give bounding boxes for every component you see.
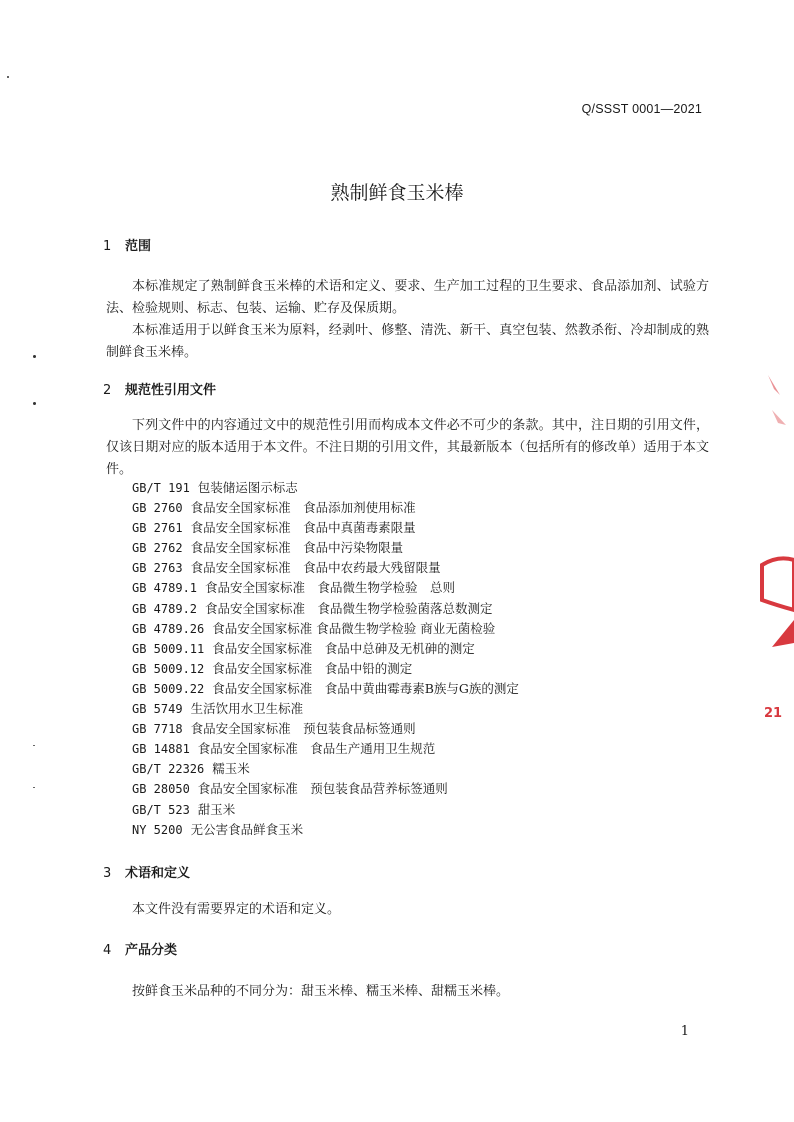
reference-list bbox=[132, 478, 519, 840]
reference-name: 食品安全国家标准 食品微生物学检验 商业无菌检验 bbox=[212, 620, 496, 636]
section-number: 1 bbox=[103, 239, 112, 254]
reference-name: 甜玉米 bbox=[197, 801, 236, 817]
reference-code: GB 4789.26 bbox=[132, 621, 205, 636]
scope-paragraph-1: 本标准规定了熟制鲜食玉米棒的术语和定义、要求、生产加工过程的卫生要求、食品添加剂、试验方法、检验规则、标志、包装、运输、贮存及保质期。 bbox=[106, 279, 709, 316]
reference-name: 食品安全国家标准 食品中总砷及无机砷的测定 bbox=[212, 640, 475, 656]
scan-speck bbox=[33, 355, 36, 358]
page-number: 1 bbox=[680, 1024, 689, 1039]
reference-code: GB/T 191 bbox=[132, 481, 190, 495]
reference-code: GB 7718 bbox=[132, 722, 183, 737]
reference-name: 食品安全国家标准 食品生产通用卫生规范 bbox=[197, 741, 436, 757]
section-number: 4 bbox=[103, 943, 112, 958]
reference-item bbox=[132, 599, 519, 619]
reference-item bbox=[132, 679, 519, 699]
standard-code: Q/SSST 0001—2021 bbox=[581, 102, 702, 116]
reference-name: 无公害食品鲜食玉米 bbox=[190, 821, 304, 837]
reference-item bbox=[132, 619, 519, 639]
scope-paragraph-2: 本标准适用于以鲜食玉米为原料，经剥叶、修整、清洗、新干、真空包装、然教杀衔、冷却制成的熟制鲜食玉米棒。 bbox=[106, 323, 709, 360]
reference-code: GB/T 523 bbox=[132, 802, 190, 817]
terms-paragraph: 本文件没有需要界定的术语和定义。 bbox=[132, 902, 341, 917]
section-title: 术语和定义 bbox=[125, 866, 191, 881]
reference-code: GB 5009.12 bbox=[132, 661, 205, 676]
reference-item bbox=[132, 478, 519, 498]
section-number: 3 bbox=[103, 866, 112, 881]
scan-speck bbox=[7, 76, 9, 78]
reference-item bbox=[132, 779, 519, 799]
stamp-mark bbox=[768, 375, 780, 395]
stamp-star bbox=[772, 620, 794, 647]
reference-code: GB 5749 bbox=[132, 702, 183, 717]
section-4-heading bbox=[103, 939, 177, 958]
reference-code: GB 28050 bbox=[132, 782, 190, 797]
section-2-heading bbox=[103, 379, 216, 398]
reference-code: GB 4789.1 bbox=[132, 581, 198, 596]
normative-intro: 下列文件中的内容通过文中的规范性引用而构成本文件必不可少的条款。其中，注日期的引用文件，仅该日期对应的版本适用于本文件。不注日期的引用文件，其最新版本（包括所有的修改单）适用于本文件。 bbox=[106, 418, 709, 477]
reference-item bbox=[132, 659, 519, 679]
document-title: 熟制鲜食玉米棒 bbox=[330, 182, 464, 204]
reference-code: GB 14881 bbox=[132, 742, 190, 757]
stamp-text: 21 bbox=[764, 706, 783, 721]
reference-item bbox=[132, 719, 519, 739]
reference-item bbox=[132, 739, 519, 759]
reference-name: 食品安全国家标准 食品中黄曲霉毒素B族与G族的测定 bbox=[212, 680, 519, 696]
reference-name: 食品安全国家标准 食品添加剂使用标准 bbox=[190, 500, 416, 516]
reference-name: 食品安全国家标准 食品微生物学检验 总则 bbox=[205, 580, 456, 596]
reference-name: 食品安全国家标准 预包装食品标签通则 bbox=[190, 721, 416, 737]
section-title: 范围 bbox=[125, 239, 152, 254]
reference-code: GB 5009.11 bbox=[132, 641, 205, 656]
section-title: 规范性引用文件 bbox=[125, 383, 217, 398]
stamp-ring bbox=[762, 558, 794, 610]
reference-item bbox=[132, 558, 519, 578]
reference-name: 食品安全国家标准 食品中污染物限量 bbox=[190, 540, 404, 556]
scan-speck bbox=[33, 402, 36, 405]
reference-name: 糯玉米 bbox=[212, 761, 250, 777]
section-3-heading bbox=[103, 862, 190, 881]
reference-item bbox=[132, 699, 519, 719]
section-1-heading bbox=[103, 235, 151, 254]
reference-name: 食品安全国家标准 预包装食品营养标签通则 bbox=[197, 781, 448, 797]
seal-stamp-fragment bbox=[758, 365, 794, 735]
reference-code: GB 2762 bbox=[132, 541, 183, 556]
reference-code: NY 5200 bbox=[132, 822, 183, 837]
reference-code: GB 4789.2 bbox=[132, 601, 198, 616]
reference-code: GB 5009.22 bbox=[132, 681, 205, 696]
reference-item bbox=[132, 538, 519, 558]
reference-item bbox=[132, 820, 519, 840]
reference-name: 食品安全国家标准 食品中铅的测定 bbox=[212, 660, 413, 676]
reference-name: 生活饮用水卫生标准 bbox=[190, 701, 304, 717]
reference-code: GB/T 22326 bbox=[132, 762, 205, 777]
reference-name: 食品安全国家标准 食品中真菌毒素限量 bbox=[190, 520, 416, 536]
reference-item bbox=[132, 759, 519, 779]
section-number: 2 bbox=[103, 383, 112, 398]
reference-name: 食品安全国家标准 食品微生物学检验菌落总数测定 bbox=[205, 600, 493, 616]
reference-name: 包装储运图示标志 bbox=[197, 480, 298, 495]
reference-code: GB 2761 bbox=[132, 521, 183, 536]
classification-paragraph: 按鲜食玉米品种的不同分为：甜玉米棒、糯玉米棒、甜糯玉米棒。 bbox=[132, 984, 510, 999]
section-title: 产品分类 bbox=[125, 943, 178, 958]
reference-item bbox=[132, 518, 519, 538]
reference-item bbox=[132, 578, 519, 598]
reference-code: GB 2760 bbox=[132, 501, 183, 516]
reference-name: 食品安全国家标准 食品中农药最大残留限量 bbox=[190, 560, 441, 576]
reference-item bbox=[132, 498, 519, 518]
reference-item bbox=[132, 800, 519, 820]
scan-speck bbox=[33, 787, 35, 788]
stamp-mark bbox=[772, 410, 786, 425]
reference-code: GB 2763 bbox=[132, 561, 183, 576]
reference-item bbox=[132, 639, 519, 659]
scan-speck bbox=[33, 745, 35, 746]
